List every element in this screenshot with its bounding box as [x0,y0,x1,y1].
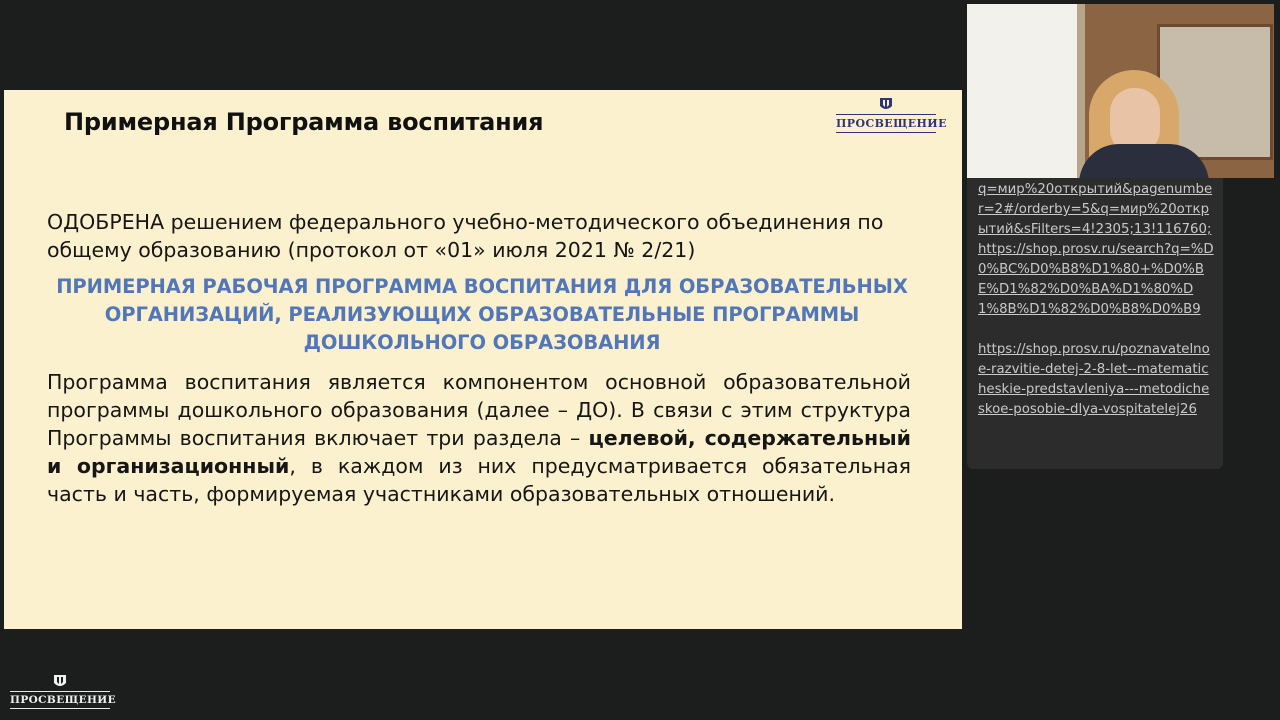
presentation-slide [4,90,962,629]
footer-emblem-icon [53,673,67,689]
speaker-video[interactable] [967,4,1274,178]
chat-panel[interactable] [967,178,1223,469]
description-bold: целевой, содержательный и организационный [47,426,912,478]
approval-text: ОДОБРЕНА решением федерального учебно-методического объединения по общему образованию (протокол от «01» июля 2021 № 2/21) [47,210,884,262]
program-heading: ПРИМЕРНАЯ РАБОЧАЯ ПРОГРАММА ВОСПИТАНИЯ ДЛЯ ОБРАЗОВАТЕЛЬНЫХ ОРГАНИЗАЦИЙ, РЕАЛИЗУЮЩИХ ОБРАЗОВАТЕЛЬНЫЕ ПРОГРАММЫ ДОШКОЛЬНОГО ОБРАЗОВАНИЯ [56,275,908,354]
footer-prosveshchenie-logo [10,673,117,711]
prosveshchenie-emblem-icon [879,96,893,112]
prosveshchenie-logo [836,96,947,135]
logo-wordmark: ПРОСВЕЩЕНИЕ [836,117,947,130]
chat-link-methodical-manual[interactable]: https://shop.prosv.ru/poznavatelnoe-razvitie-detej-2-8-let--matematicheskie-predstavleniya---metodicheskoe-posobie-dlya-vospitatelej26 [978,342,1210,417]
description-part-2: , в каждом из них предусматривается обязательная часть и часть, формируемая участниками образовательных отношений. [47,454,911,506]
footer-logo-rule-bottom [10,708,110,709]
chat-spacer [978,320,1214,340]
video-wall [967,4,1077,178]
description-part-1: Программа воспитания является компонентом основной образовательной программы дошкольного образования (далее – ДО). В связи с этим структура Программы воспитания включает три раздела – [47,370,911,450]
footer-logo-rule-top [10,691,110,692]
chat-link-search-encoded[interactable]: https://shop.prosv.ru/search?q=%D0%BC%D0%B8%D1%80+%D0%BE%D1%82%D0%BA%D1%80%D1%8B%D1%82%D0%B8%D0%B9 [978,242,1214,317]
footer-logo-wordmark: ПРОСВЕЩЕНИЕ [10,694,117,706]
logo-rule-top [836,114,936,115]
chat-link-search-mir-otkrytiy[interactable]: q=мир%20открытий&pagenumber=2#/orderby=5&q=мир%20открытий&sFilters=4!2305;13!116760; [978,182,1213,237]
slide-title: Примерная Программа воспитания [64,108,544,136]
program-description [47,368,911,508]
video-speaker-body [1079,144,1209,178]
chat-messages [978,180,1214,420]
logo-rule-bottom [836,132,936,133]
